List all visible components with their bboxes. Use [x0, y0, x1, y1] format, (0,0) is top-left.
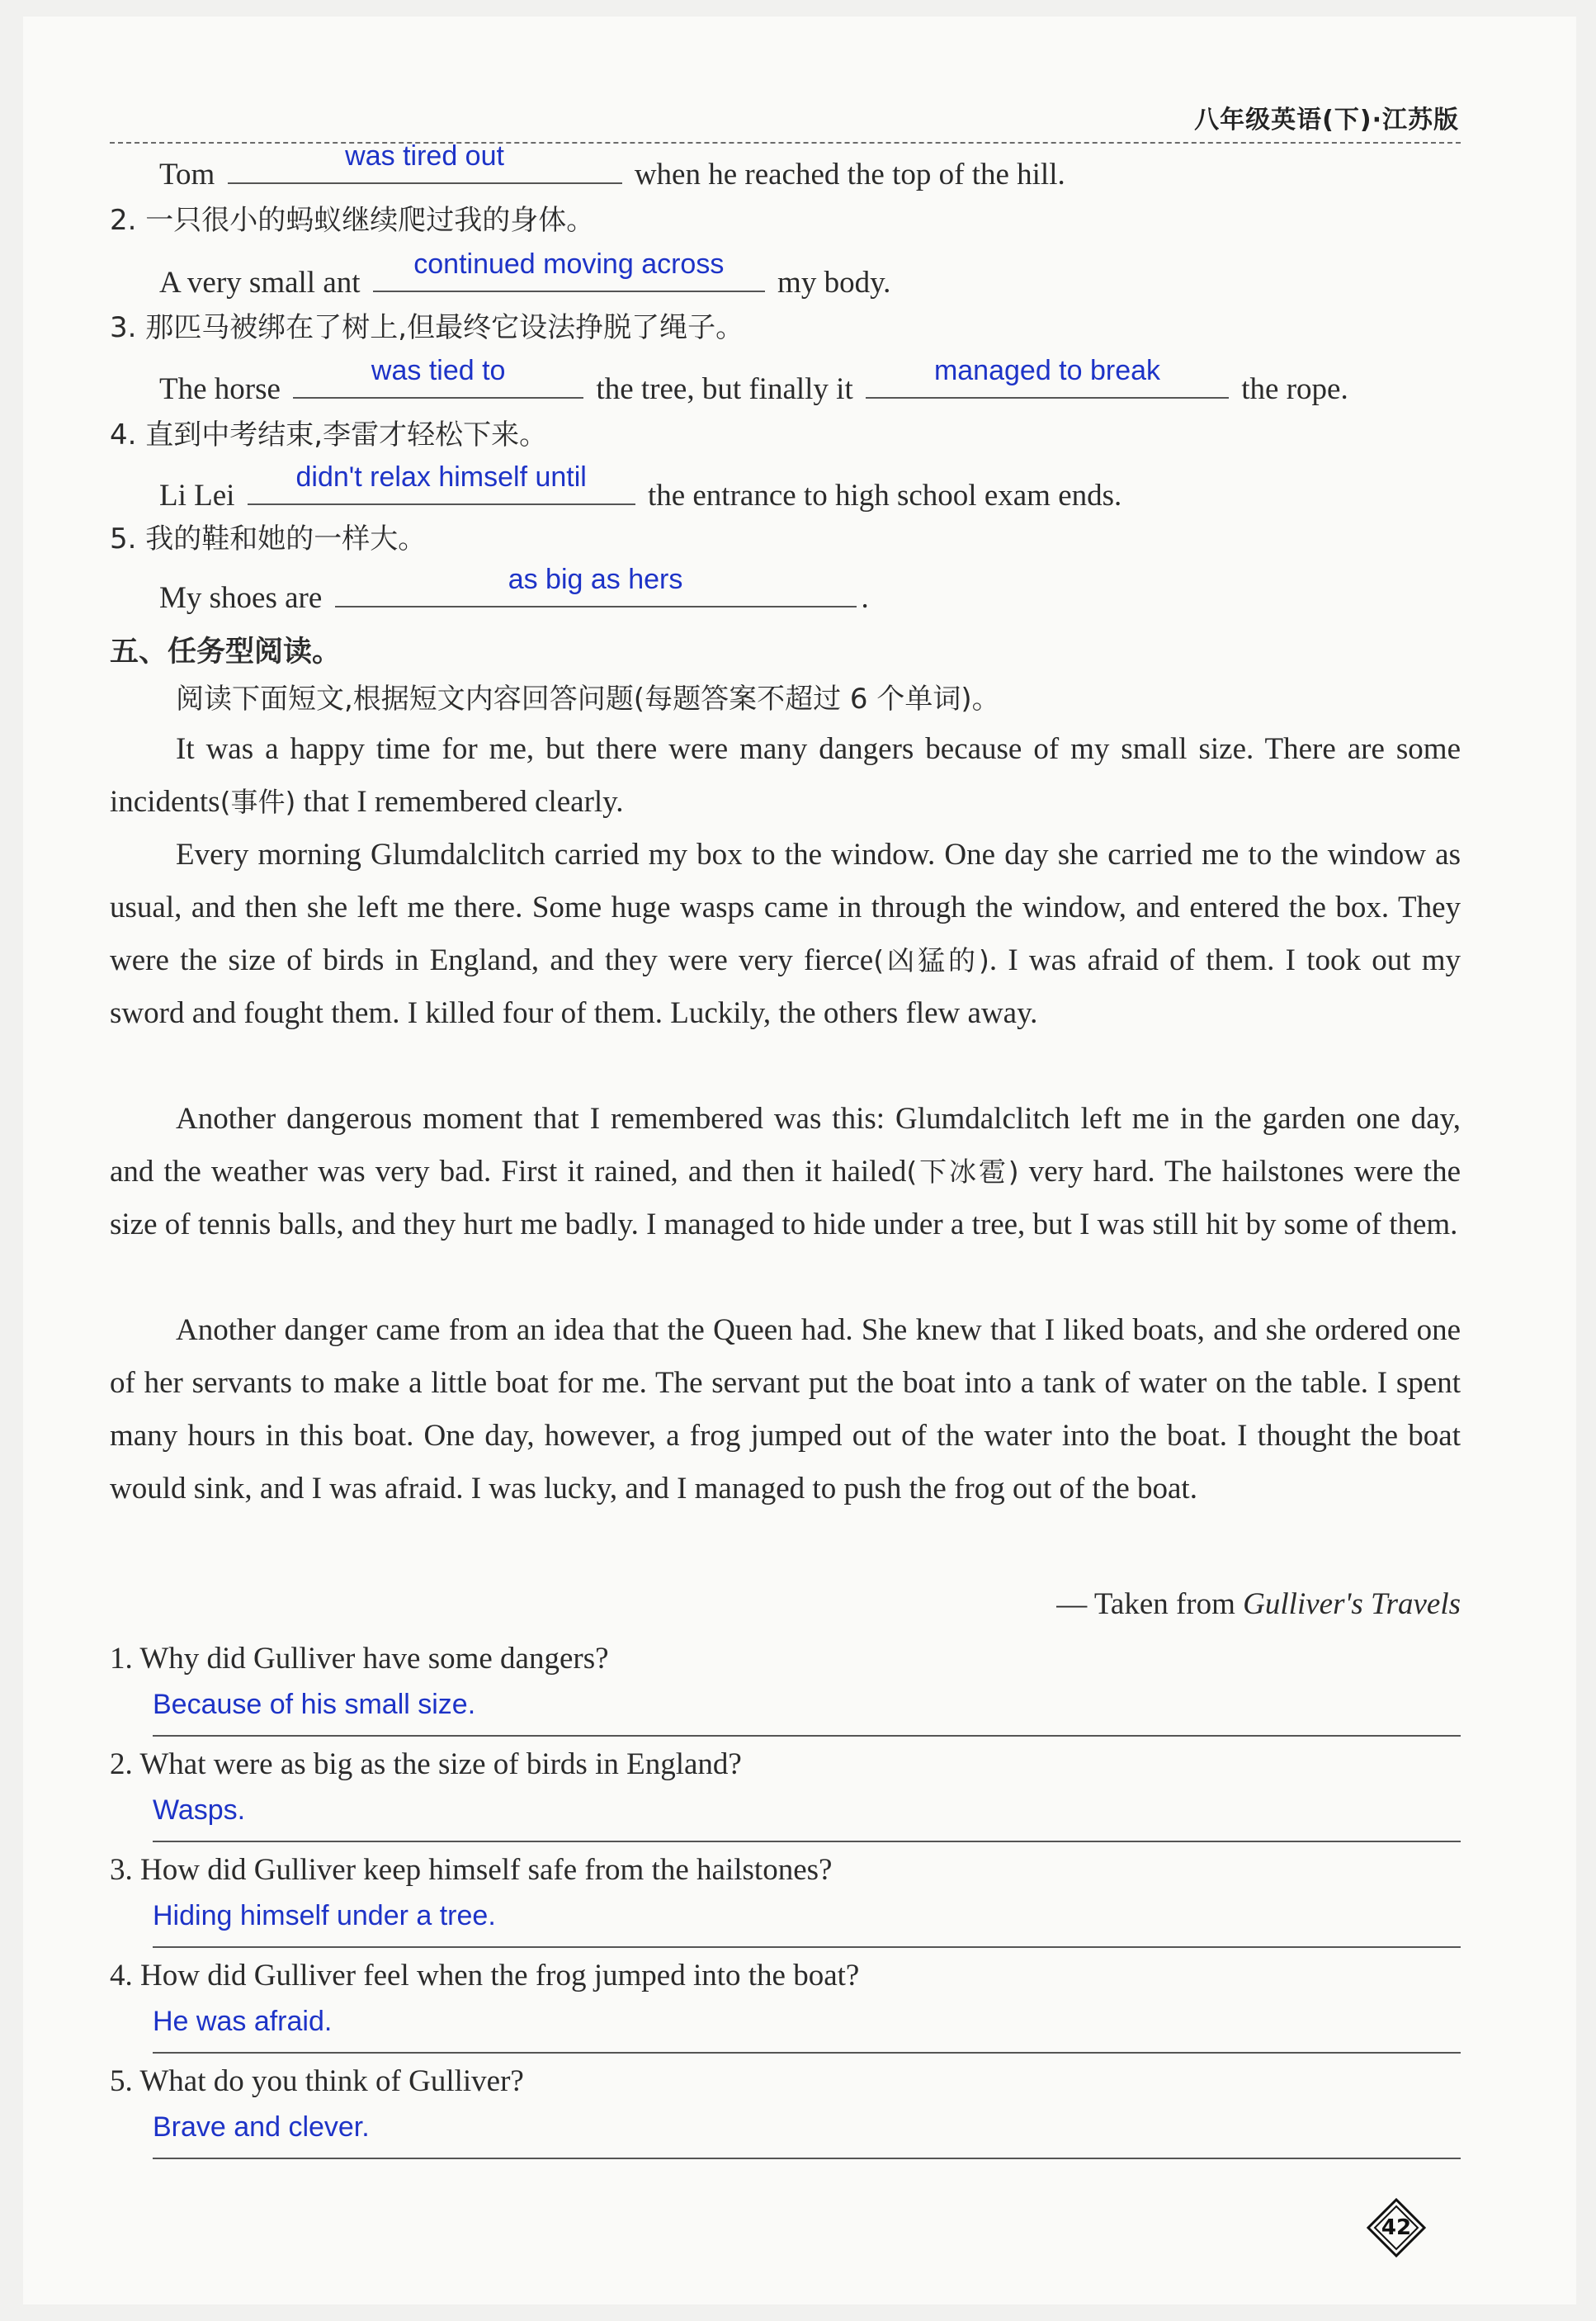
answer-line[interactable]: [153, 2110, 1461, 2159]
handwritten-answer: as big as hers: [508, 563, 683, 595]
handwritten-answer: managed to break: [933, 354, 1161, 386]
passage-paragraph-4: Another danger came from an idea that the Queen had. She knew that I liked boats, and she ordered one of her servants to make a little boat for me. The servant put the boat into a tank of water on the table. I spent many hours in this boat. One day, however, a frog jumped out of the water into the boat. I thought the boat would sink, and I was afraid. I was lucky, and I managed to push the frog out of the boat.: [110, 1313, 1461, 1506]
translation-q5: My shoes are as big as hers .: [159, 563, 869, 615]
answer-line[interactable]: [153, 1687, 1461, 1737]
handwritten-answer: Wasps.: [153, 1794, 246, 1826]
translation-q4: Li Lei didn't relax himself until the entrance to high school exam ends.: [159, 461, 1122, 513]
section-instruction: 阅读下面短文,根据短文内容回答问题(每题答案不超过 6 个单词)。: [176, 683, 1000, 716]
passage-paragraph-1: It was a happy time for me, but there were many dangers because of my small size. There are some incidents(事件) that I remembered clearly.: [110, 732, 1461, 819]
passage-source: — Taken from Gulliver's Travels: [1056, 1587, 1461, 1621]
passage-paragraph-3: Another dangerous moment that I remembered was this: Glumdalclitch left me in the garden one day, and the weather was very bad. First it rained, and then it hailed(下冰雹) very hard. The hailstones were the size of tennis balls, and they hurt me badly. I managed to hide under a tree, but I was still hit by some of them.: [110, 1102, 1461, 1241]
answer-line[interactable]: [153, 1898, 1461, 1948]
translation-q3-chinese: 3. 那匹马被绑在了树上,但最终它设法挣脱了绳子。: [110, 311, 744, 344]
answer-blank[interactable]: [248, 461, 635, 505]
handwritten-answer: didn't relax himself until: [295, 461, 587, 493]
page-header: [110, 89, 1461, 144]
translation-q2: A very small ant continued moving across my body.: [159, 248, 891, 300]
header-title: 八年级英语(下)·江苏版: [1194, 106, 1459, 135]
answer-blank[interactable]: [866, 354, 1229, 399]
translation-q2-chinese: 2. 一只很小的蚂蚁继续爬过我的身体。: [110, 204, 595, 237]
answer-line[interactable]: [153, 1793, 1461, 1842]
passage-paragraph-2: Every morning Glumdalclitch carried my box to the window. One day she carried me to the window as usual, and then she left me there. Some huge wasps came in through the window, and entered the box. They were the size of birds in England, and they were very fierce(凶猛的). I was afraid of them. I took out my sword and fought them. I killed four of them. Luckily, the others flew away.: [110, 838, 1461, 1030]
handwritten-answer: was tired out: [345, 139, 504, 172]
page-number: 42: [1381, 2215, 1412, 2240]
translation-q3: The horse was tied to the tree, but finally it managed to break the rope.: [159, 354, 1348, 406]
handwritten-answer: Because of his small size.: [153, 1689, 476, 1720]
page-number-badge: [1367, 2198, 1426, 2257]
handwritten-answer: continued moving across: [413, 248, 725, 280]
section-title: 五、任务型阅读。: [110, 636, 342, 669]
translation-q1: Tom was tired out when he reached the top of the hill.: [159, 139, 1065, 191]
answer-blank[interactable]: [228, 139, 622, 184]
handwritten-answer: He was afraid.: [153, 2006, 333, 2037]
translation-q4-chinese: 4. 直到中考结束,李雷才轻松下来。: [110, 418, 548, 451]
workbook-page: 八年级英语(下)·江苏版 Tom was tired out when he reached the top of the hill. 2. 一只很小的蚂蚁继续爬过我的身体。 A very small ant continued moving across my body. 3. 那匹马被绑在了树上,但最终它设法挣脱了绳子。 The horse was tied to the tree, but finally it managed to break the rope. 4. 直到中考结束,李雷才轻松下来。 Li Lei didn't relax himself until the entrance to high school exam ends. 5. 我的鞋和她的一样大。 My shoes are as big as hers . 五、任务型阅读。 阅读下面短文,根据短文内容回答问题(每题答案不超过 6 个单词)。 It was a happy time for me, but there were many dangers because of my small size. There are some incidents(事件) that I remembered clearly. Every morning Glumdalclitch carried my box to the window. One day she carried me to the window as usual, and then she left me there. Some huge wasps came in through the window, and entered the box. They were the size of birds in England, and they were very fierce(凶猛的). I was afraid of them. I took out my sword and fought them. I killed four of them. Luckily, the others flew away. Another dangerous moment that I remembered was this: Glumdalclitch left me in the garden one day, and the weather was very bad. First it rained, and then it hailed(下冰雹) very hard. The hailstones were the size of tennis balls, and they hurt me badly. I managed to hide under a tree, but I was still hit by some of them. Another danger came from an idea that the Queen had. She knew that I liked boats, and she ordered one of her servants to make a little boat for me. The servant put the boat into a tank of water on the table. I spent many hours in this boat. One day, however, a frog jumped out of the water into the boat. I thought the boat would sink, and I was afraid. I was lucky, and I managed to push the frog out of the boat. — Taken from Gulliver's Travels 1. Why did Gulliver have some dangers? Because of his small size. 2. What were as big as the size of birds in England? Wasps. 3. How did Gulliver keep himself safe from the hailstones? Hiding himself under a tree. 4. How did Gulliver feel when the frog jumped into the boat? He was afraid. 5. What do you think of Gulliver? Brave and clever. 42: [23, 17, 1576, 2304]
handwritten-answer: was tied to: [371, 354, 506, 386]
handwritten-answer: Hiding himself under a tree.: [153, 1900, 496, 1931]
answer-line[interactable]: [153, 2004, 1461, 2054]
translation-q5-chinese: 5. 我的鞋和她的一样大。: [110, 522, 427, 555]
answer-blank[interactable]: [373, 248, 765, 292]
answer-blank[interactable]: [293, 354, 583, 399]
handwritten-answer: Brave and clever.: [153, 2111, 370, 2143]
